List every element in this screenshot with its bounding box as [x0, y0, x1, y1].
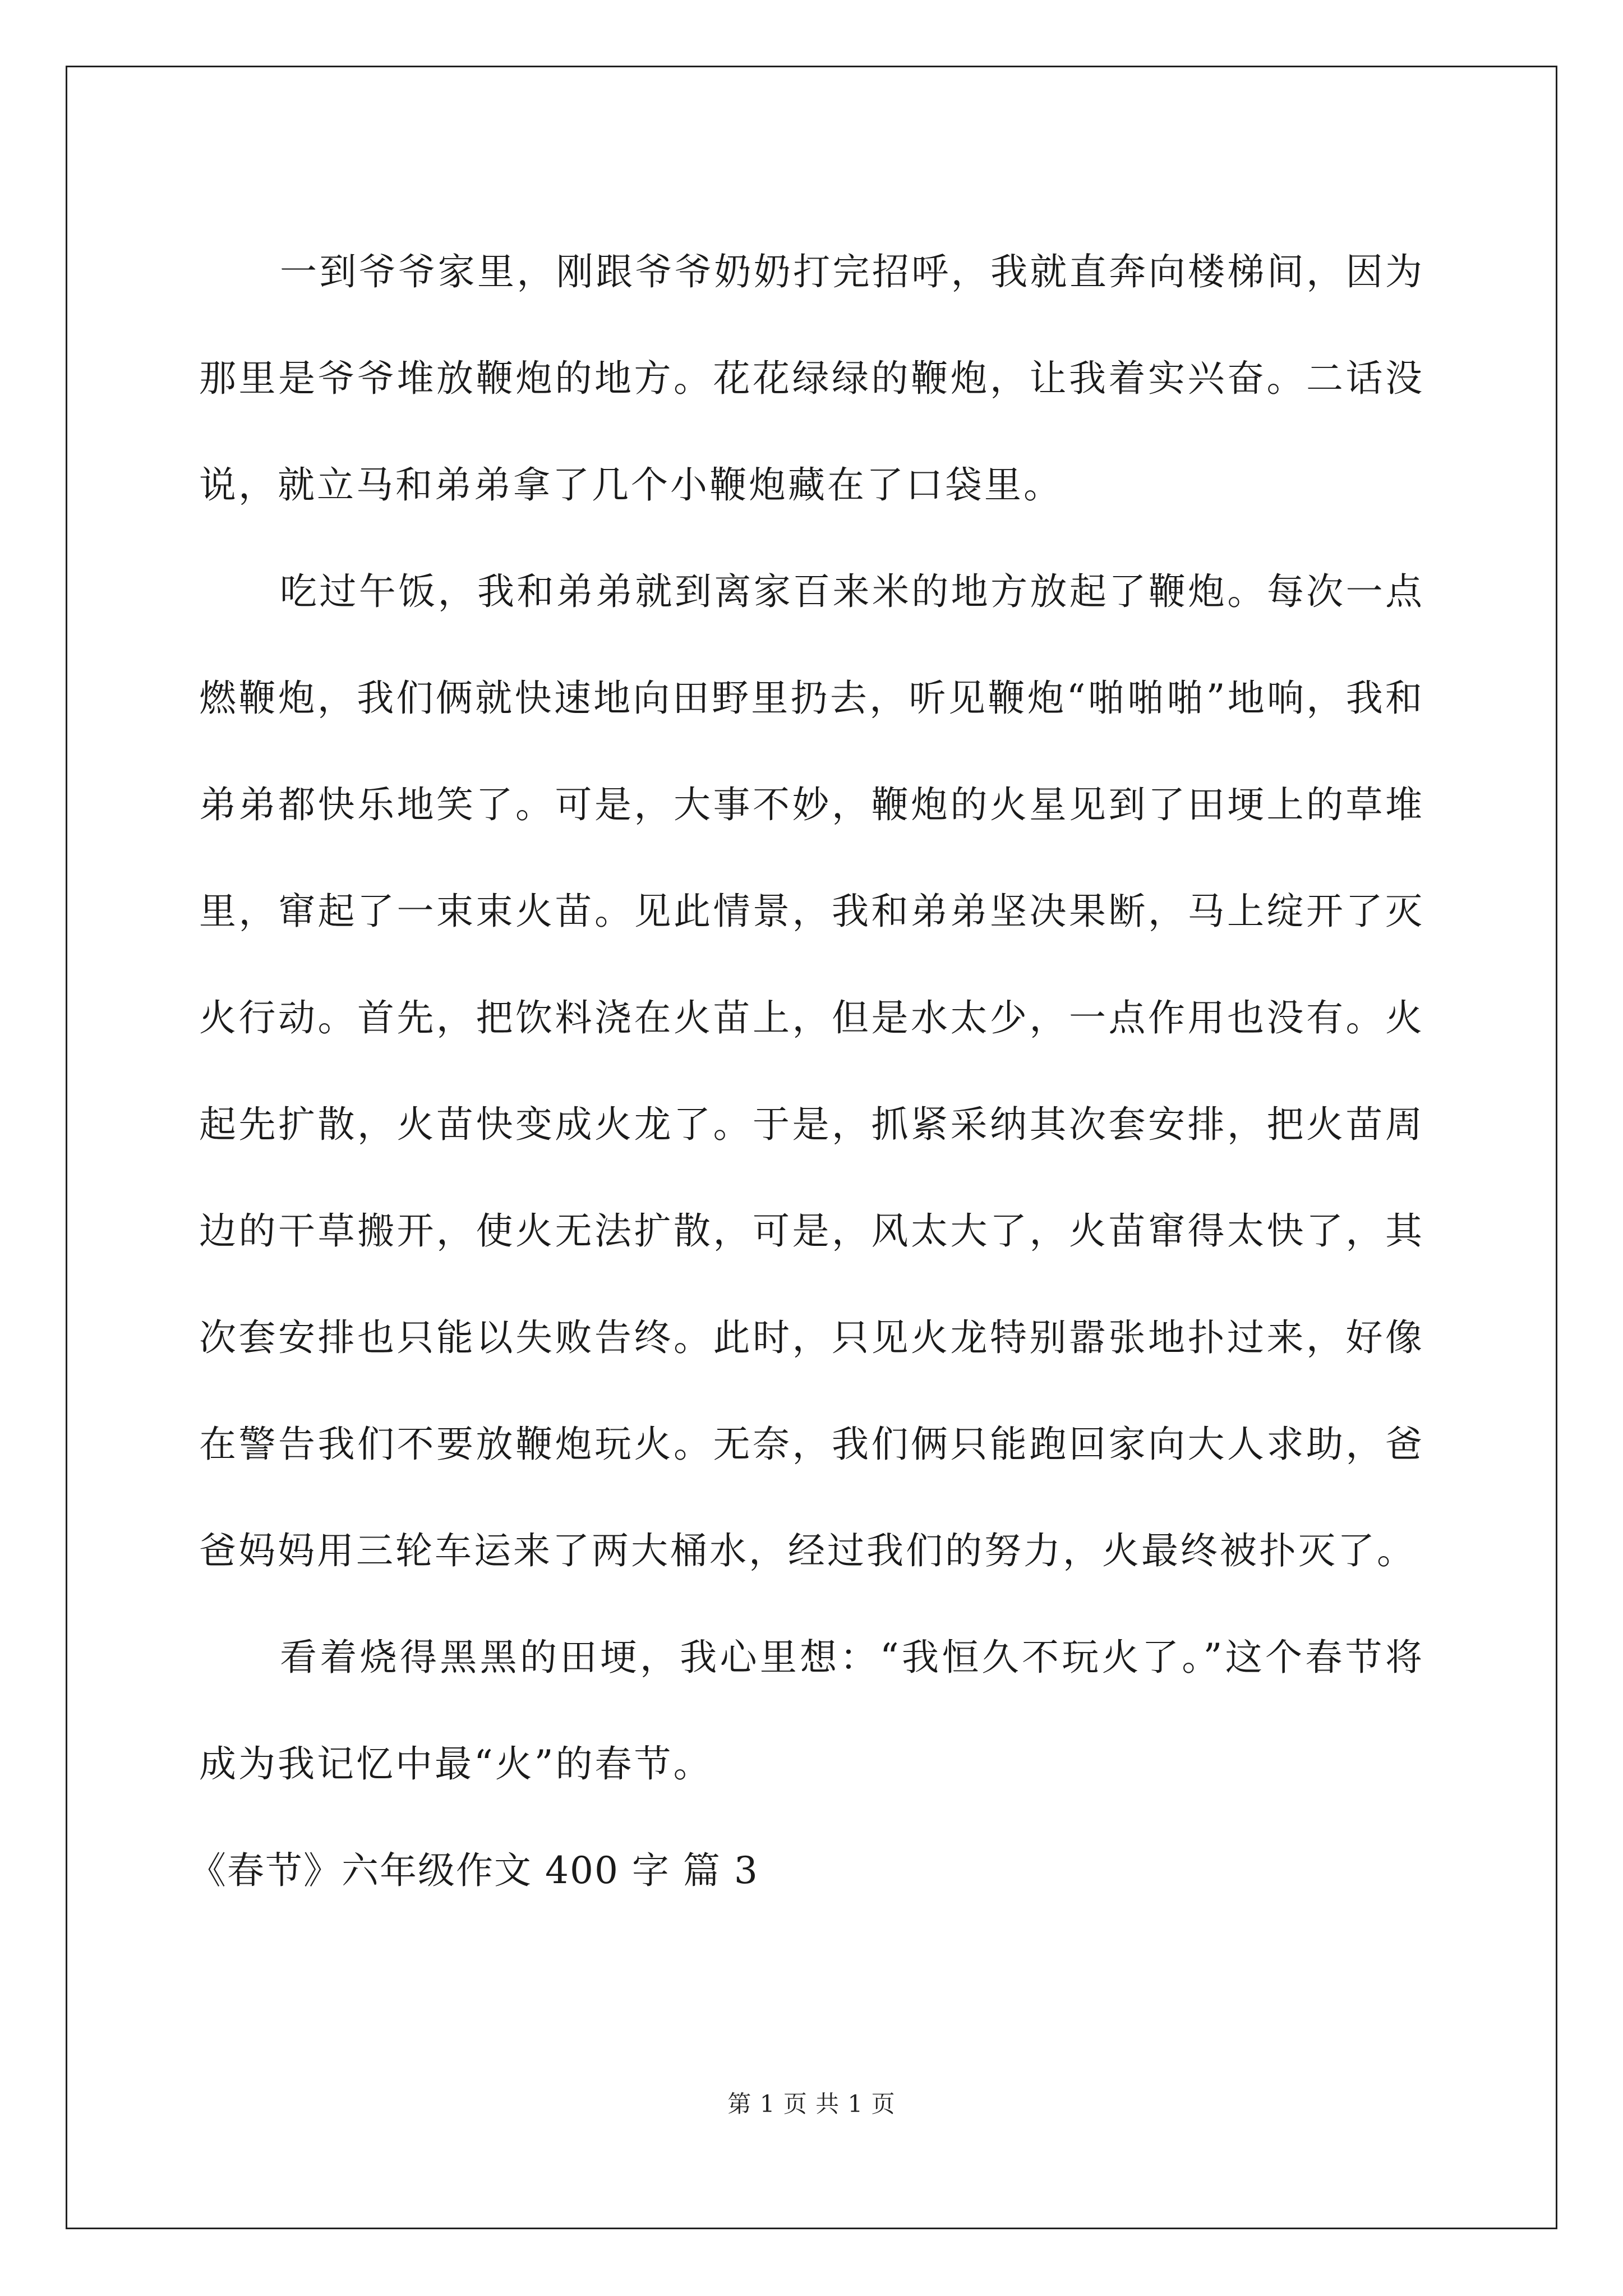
paragraph-1: 一到爷爷家里，刚跟爷爷奶奶打完招呼，我就直奔向楼梯间，因为那里是爷爷堆放鞭炮的地方。花花绿绿的鞭炮，让我着实兴奋。二话没说，就立马和弟弟拿了几个小鞭炮藏在了口袋里。	[199, 250, 1424, 507]
document-body	[189, 219, 1424, 1924]
paragraph-3: 看着烧得黑黑的田埂，我心里想：“我恒久不玩火了。”这个春节将成为我记忆中最“火”的春节。	[199, 1636, 1424, 1786]
essay-heading: 《春节》六年级作文 400 字 篇 3	[189, 1849, 759, 1892]
paragraph-2: 吃过午饭，我和弟弟就到离家百来米的地方放起了鞭炮。每次一点燃鞭炮，我们俩就快速地向田野里扔去，听见鞭炮“啪啪啪”地响，我和弟弟都快乐地笑了。可是，大事不妙，鞭炮的火星见到了田埂上的草堆里，窜起了一束束火苗。见此情景，我和弟弟坚决果断，马上绽开了灭火行动。首先，把饮料浇在火苗上，但是水太少，一点作用也没有。火起先扩散，火苗快变成火龙了。于是，抓紧采纳其次套安排，把火苗周边的干草搬开，使火无法扩散，可是，风太大了，火苗窜得太快了，其次套安排也只能以失败告终。此时，只见火龙特别嚣张地扑过来，好像在警告我们不要放鞭炮玩火。无奈，我们俩只能跑回家向大人求助，爸爸妈妈用三轮车运来了两大桶水，经过我们的努力，火最终被扑灭了。	[199, 570, 1424, 1572]
page-number: 第 1 页 共 1 页	[727, 2090, 896, 2118]
